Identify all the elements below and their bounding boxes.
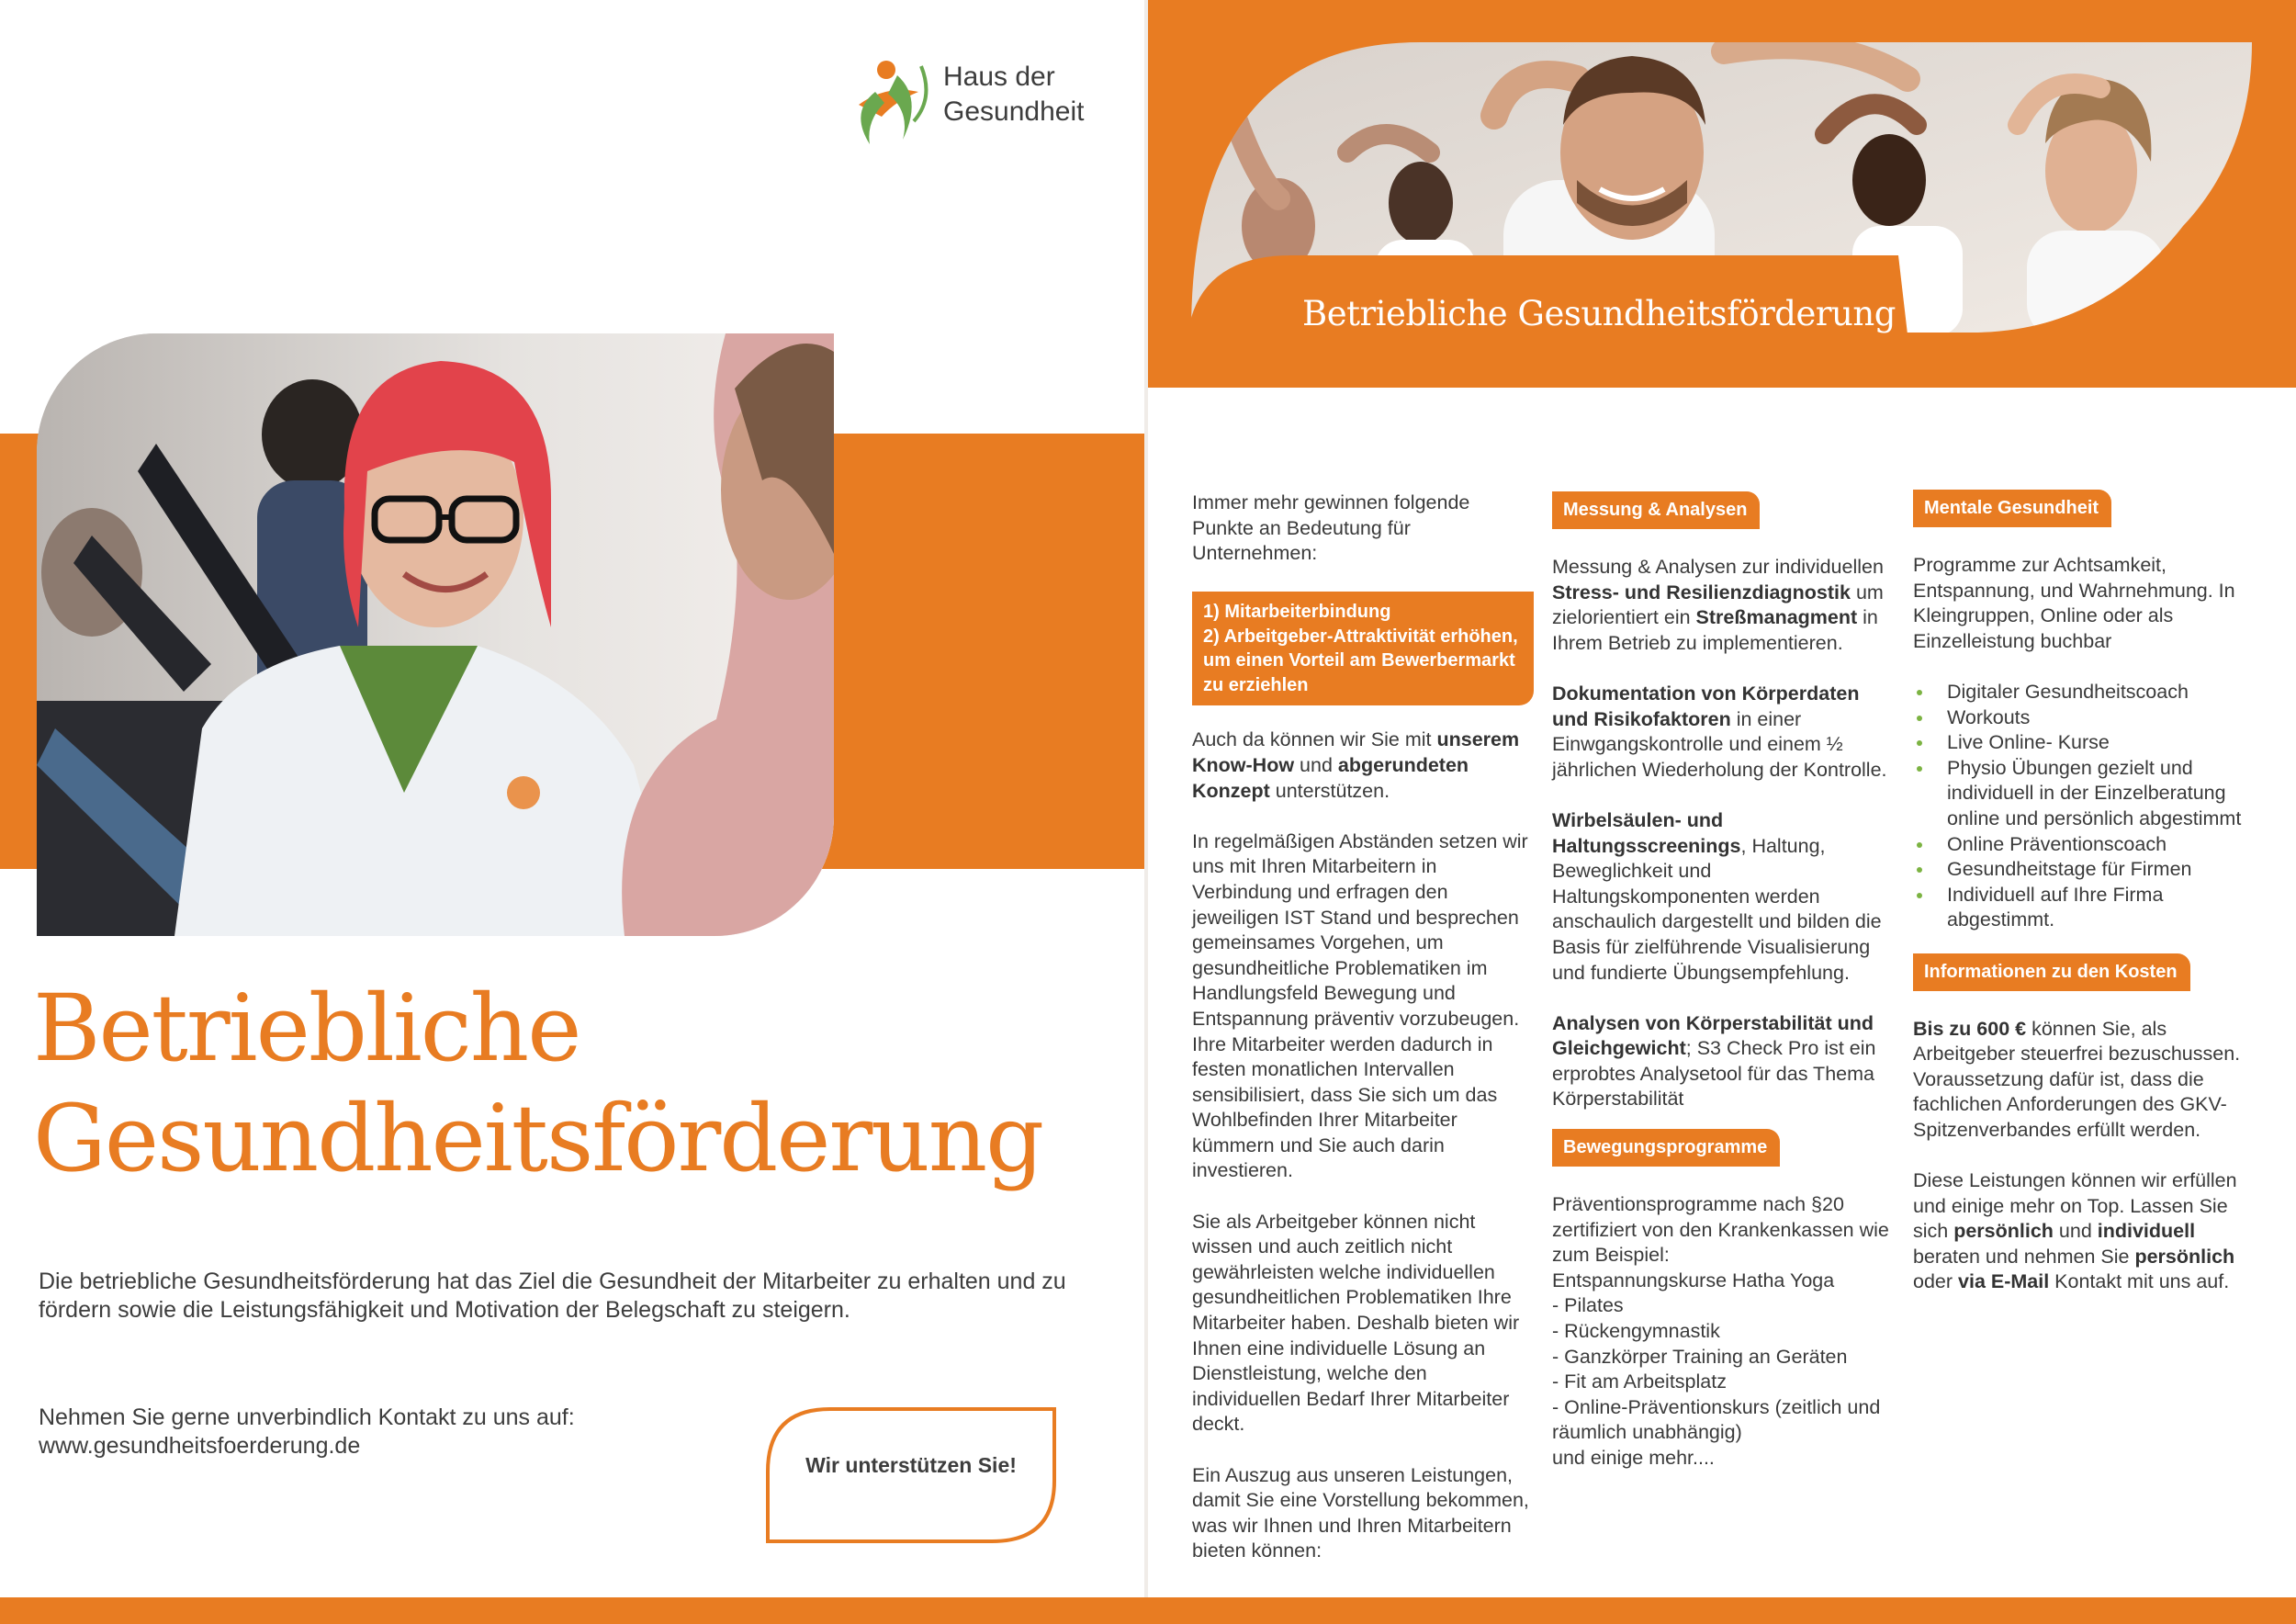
col1-knowhow-paragraph (1192, 727, 1534, 804)
contact-cta-paragraph (1913, 1168, 2255, 1295)
list-item: - Online-Präventionskurs (zeitlich und räumlich unabhängig) (1552, 1395, 1881, 1444)
section-tag-mental: Mentale Gesundheit (1913, 490, 2111, 527)
text-run: Messung & Analysen zur individuellen (1552, 556, 1884, 578)
movement-list (1552, 1269, 1894, 1472)
text-run: Diese Leistungen können wir erfüllen und einige mehr on Top. Lassen Sie sich (1913, 1169, 2237, 1243)
photo-fitness-trainer-illustration (37, 333, 834, 936)
section-tag-measurement: Messung & Analysen (1552, 491, 1760, 529)
col1-intro-paragraph: Immer mehr gewinnen folgende Punkte an Bedeutung für Unternehmen: (1192, 491, 1470, 565)
website-link[interactable]: www.gesundheitsfoerderung.de (39, 1433, 361, 1459)
priority-item-1: 1) Mitarbeiterbindung (1203, 602, 1391, 623)
text-run: Kontakt mit uns auf. (2049, 1270, 2230, 1293)
text-run: um zielorientiert ein (1552, 581, 1884, 629)
list-item: Entspannungskurse Hatha Yoga (1552, 1269, 1835, 1291)
headline-line1: Betriebliche (33, 975, 580, 1082)
text-run-bold: Dokumentation von Körperdaten und Risikofaktoren (1552, 682, 1860, 730)
footer-bar (0, 1597, 2296, 1624)
section-tag-costs: Informationen zu den Kosten (1913, 953, 2190, 991)
screening-paragraph (1552, 808, 1894, 986)
priority-item-2: 2) Arbeitgeber-Attraktivität erhöhen, um einen Vorteil am Bewerbermarkt zu erziehlen (1203, 626, 1518, 695)
priority-box (1192, 592, 1534, 705)
brand-name-line2: Gesundheit (943, 96, 1085, 127)
text-run: ; S3 Check Pro ist ein erprobtes Analysetool für das Thema Körperstabilität (1552, 1037, 1876, 1111)
list-item: - Ganzkörper Training an Geräten (1552, 1345, 1848, 1368)
costs-paragraph (1913, 1017, 2255, 1144)
text-run-bold: abgerundeten Konzept (1192, 753, 1469, 802)
text-run-bold: unserem Know-How (1192, 728, 1520, 776)
brand-name-line1: Haus der (943, 62, 1055, 92)
text-run-bold: persönlich (1953, 1220, 2054, 1243)
text-run: Auch da können wir Sie mit (1192, 728, 1437, 751)
contact-prompt: Nehmen Sie gerne unverbindlich Kontakt zu uns auf: (39, 1404, 575, 1430)
list-item: - Fit am Arbeitsplatz (1552, 1370, 1727, 1393)
list-item: Live Online- Kurse (1913, 730, 2255, 756)
mental-paragraph: Programme zur Achtsamkeit, Entspannung, und Wahrnehmung. In Kleingruppen, Online oder als Einzelleistung buchbar (1913, 554, 2235, 652)
list-item: Digitaler Gesundheitscoach (1913, 680, 2255, 705)
list-item: und einige mehr.... (1552, 1447, 1715, 1469)
text-run: in einer Einwgangskontrolle und einem ½ jährlichen Wiederholung der Kontrolle. (1552, 707, 1887, 781)
text-run: unterstützen. (1269, 779, 1390, 802)
list-item: Physio Übungen gezielt und individuell in der Einzelberatung online und persönlich abgestimmt (1913, 756, 2255, 832)
list-item: - Rückengymnastik (1552, 1320, 1720, 1343)
text-run-bold: individuell (2097, 1220, 2196, 1243)
text-run-bold: Analysen von Körperstabilität und Gleichgewicht (1552, 1011, 1874, 1060)
text-run-bold: Streßmanagment (1695, 606, 1858, 629)
col1-overview-paragraph: Ein Auszug aus unseren Leistungen, damit Sie eine Vorstellung bekommen, was wir Ihnen und Ihren Mitarbeitern bieten können: (1192, 1463, 1529, 1562)
column-analysis (1552, 491, 1894, 1472)
intro-text: Die betriebliche Gesundheitsförderung hat das Ziel die Gesundheit der Mitarbeiter zu erhalten und zu fördern sowie die Leistungsfähigkeit und Motivation der Belegschaft zu steigern. (39, 1269, 1066, 1323)
documentation-paragraph (1552, 682, 1894, 783)
column-mental-costs (1913, 490, 2255, 1321)
text-run-bold: persönlich (2134, 1245, 2235, 1268)
text-run: und (1294, 753, 1338, 776)
text-run: oder (1913, 1270, 1959, 1293)
stability-paragraph (1552, 1011, 1894, 1112)
section-tag-movement: Bewegungsprogramme (1552, 1129, 1780, 1167)
photo-fitness-trainer (37, 333, 834, 936)
brand-wordmark (943, 60, 1084, 130)
text-run: in Ihrem Betrieb zu implementieren. (1552, 606, 1878, 654)
list-item: Gesundheitstage für Firmen (1913, 857, 2255, 883)
headline-line2: Gesundheitsförderung (33, 1085, 1043, 1192)
list-item: Individuell auf Ihre Firma abgestimmt. (1913, 883, 2255, 933)
text-run-bold: via E-Mail (1958, 1270, 2050, 1293)
measurement-paragraph (1552, 555, 1894, 656)
col1-solution-paragraph: Sie als Arbeitgeber können nicht wissen und auch zeitlich nicht gewährleisten welche individuellen gesundheitlichen Problematiken Ihre Mitarbeiter haben. Deshalb bieten wir Ihnen eine individuelle Lösung an Dienstleistung, welche den individuellen Bedarf Ihrer Mitarbeiter deckt. (1192, 1210, 1520, 1436)
text-run-bold: Stress- und Resilienzdiagnostik (1552, 581, 1851, 603)
col1-process-paragraph: In regelmäßigen Abständen setzen wir uns mit Ihren Mitarbeitern in Verbindung und erfragen den jeweiligen IST Stand und besprechen gemeinsames Vorgehen, um gesundheitliche Problematiken im Handlungsfeld Bewegung und Entspannung präventiv vorzubeugen. Ihre Mitarbeiter werden dadurch in festen monatlichen Intervallen sensibilisiert, dass Sie sich um das Wohlbefinden Ihrer Mitarbeiter kümmern und Sie auch darin investieren. (1192, 829, 1528, 1182)
text-run-bold: Bis zu 600 € (1913, 1017, 2027, 1040)
text-run: und (2053, 1220, 2098, 1243)
text-run-bold: Wirbelsäulen- und Haltungsscreenings (1552, 808, 1741, 857)
section-header-title: Betriebliche Gesundheitsförderung (1302, 294, 1896, 333)
movement-intro: Präventionsprogramme nach §20 zertifiziert von den Krankenkassen wie zum Beispiel: (1552, 1193, 1889, 1267)
text-run: beraten und nehmen Sie (1913, 1245, 2135, 1268)
column-intro (1192, 491, 1534, 1590)
contact-info (39, 1404, 681, 1460)
page-fold (1144, 0, 1148, 1624)
page-title (33, 974, 1135, 1194)
photo-group-exercise (1191, 42, 2252, 334)
list-item: Online Präventionscoach (1913, 832, 2255, 858)
list-item: Workouts (1913, 705, 2255, 731)
mental-bullet-list (1913, 680, 2255, 933)
text-run: können Sie, als Arbeitgeber steuerfrei bezuschussen. Voraussetzung dafür ist, dass die fachlichen Anforderungen des GKV- Spitzenverbandes erfüllt werden. (1913, 1017, 2241, 1141)
text-run: , Haltung, Beweglichkeit und Haltungskomponenten werden anschaulich dargestellt und bilden die Basis für zielführende Visualisierung und fundierte Übungsempfehlung. (1552, 834, 1882, 984)
support-badge-label: Wir unterstützen Sie! (805, 1453, 1017, 1477)
list-item: - Pilates (1552, 1294, 1624, 1317)
